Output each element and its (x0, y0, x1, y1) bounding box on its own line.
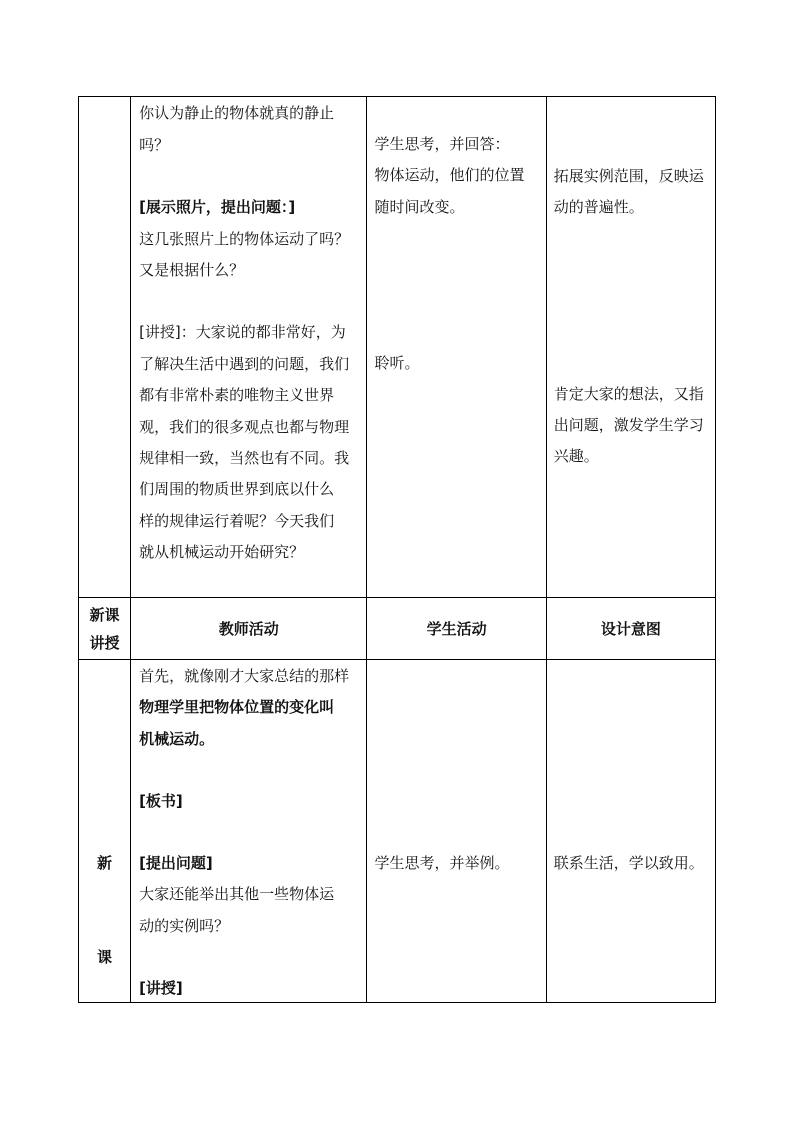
student-line: 学生思考，并回答： (374, 135, 510, 153)
teacher-line: 机械运动。 (139, 730, 215, 748)
teacher-line: 动的实例吗？ (139, 917, 230, 935)
teacher-activity-header: 教师活动 (218, 619, 279, 638)
teacher-line: 样的规律运行着呢？今天我们 (139, 512, 335, 530)
student-line: 随时间改变。 (374, 198, 465, 216)
design-intent-cell (546, 97, 715, 598)
teacher-line: 就从机械运动开始研究？ (139, 543, 305, 561)
student-line: 学生思考，并举例。 (374, 854, 510, 872)
section-cell-empty (79, 97, 131, 598)
intro-row (79, 97, 716, 598)
teacher-line: 首先，就像刚才大家总结的那样 (139, 667, 350, 685)
student-activity-header: 学生活动 (426, 619, 487, 638)
teacher-line: [提出问题] (139, 854, 213, 872)
teacher-line: 又是根据什么？ (139, 261, 245, 279)
teacher-line: 物理学里把物体位置的变化叫 (139, 698, 335, 716)
design-header-cell (546, 598, 715, 660)
teacher-line: [讲授]：大家说的都非常好，为 (139, 323, 346, 341)
teacher-line: [展示照片，提出问题：] (139, 198, 296, 216)
design-line: 肯定大家的想法，又指 (553, 385, 704, 403)
teacher-line: 规律相一致，当然也有不同。我 (139, 449, 350, 467)
header-row (79, 598, 716, 660)
design-line: 联系生活，学以致用。 (553, 854, 704, 872)
teacher-line: 吗？ (139, 136, 170, 154)
teacher-line: 都有非常朴素的唯物主义世界 (139, 386, 335, 404)
student-activity-cell (367, 660, 546, 1003)
section-label: 课 (97, 948, 113, 966)
teacher-activity-cell (131, 660, 367, 1003)
teacher-line: 们周围的物质世界到底以什么 (139, 480, 335, 498)
section-cell (79, 660, 131, 1003)
teacher-line: 了解决生活中遇到的问题，我们 (139, 355, 350, 373)
section-label: 新 (97, 854, 113, 872)
design-line: 兴趣。 (553, 447, 599, 465)
section-header-line: 讲授 (89, 633, 120, 652)
design-line: 拓展实例范围，反映运 (553, 167, 704, 185)
student-activity-cell (367, 97, 546, 598)
student-header-cell (367, 598, 546, 660)
student-line: 聆听。 (374, 354, 420, 372)
design-intent-header: 设计意图 (600, 619, 661, 638)
design-line: 出问题，激发学生学习 (553, 416, 704, 434)
student-line: 物体运动，他们的位置 (374, 166, 525, 184)
teacher-line: [板书] (139, 792, 183, 810)
design-line: 动的普遍性。 (553, 198, 644, 216)
lesson-plan-table (78, 96, 716, 1003)
teacher-line: [讲授] (139, 979, 183, 997)
teacher-header-cell (131, 598, 367, 660)
section-header-line: 新课 (89, 605, 120, 624)
teacher-activity-cell (131, 97, 367, 598)
teacher-line: 大家还能举出其他一些物体运 (139, 885, 335, 903)
teacher-line: 观，我们的很多观点也都与物理 (139, 418, 350, 436)
new-lesson-row (79, 660, 716, 1003)
teacher-line: 你认为静止的物体就真的静止 (139, 104, 335, 122)
design-intent-cell (546, 660, 715, 1003)
section-header-cell (79, 598, 131, 660)
teacher-line: 这几张照片上的物体运动了吗？ (139, 230, 350, 248)
